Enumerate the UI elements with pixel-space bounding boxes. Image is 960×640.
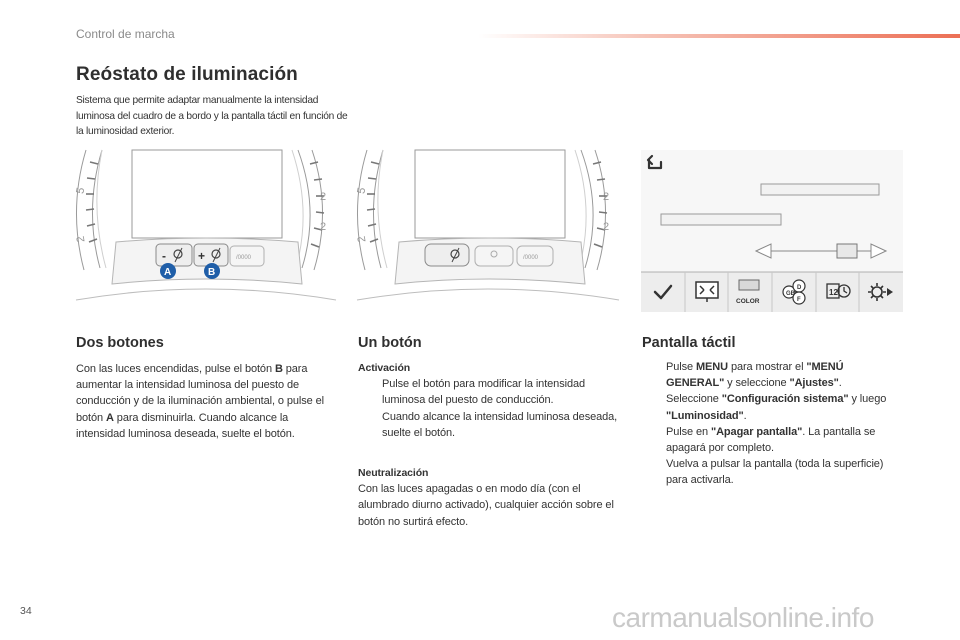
svg-text:2: 2: [320, 221, 327, 233]
button-a-ref: A: [105, 411, 114, 424]
svg-text:5: 5: [355, 186, 369, 195]
list-item: Seleccione "Configuración sistema" y luego "Luminosidad".: [666, 393, 887, 422]
activation-block: [358, 360, 620, 441]
one-button-title: Un botón: [358, 335, 422, 351]
label-b: B: [208, 267, 216, 278]
svg-text:12: 12: [829, 288, 838, 297]
svg-text:/0000: /0000: [236, 255, 252, 261]
two-buttons-title: Dos botones: [76, 335, 164, 351]
setting-bar-top: [761, 184, 879, 195]
button-b-ref: B: [274, 363, 283, 375]
label-a: A: [164, 267, 172, 278]
header-accent-bar: [478, 34, 960, 38]
list-item: Pulse en "Apagar pantalla". La pantalla se apagará por completo. Vuelva a pulsar la pantalla (toda la superficie) para activarla.: [666, 425, 884, 487]
page-title: Reóstato de iluminación: [76, 64, 298, 85]
list-item: Pulse MENU para mostrar el "MENÚ GENERAL" y seleccione "Ajustes".: [666, 361, 844, 390]
neutralization-subtitle: Neutralización: [358, 467, 429, 479]
neutralization-block: Neutralización Con las luces apagadas o en modo día (con el alumbrado diurno activado), cualquier acción sobre el botón no surtirá efecto.: [358, 465, 620, 530]
trip-reset-button-icon: [517, 246, 553, 266]
touchscreen-steps: [642, 359, 904, 489]
light-button-icon: [475, 246, 513, 266]
touchscreen-illustration: [641, 150, 903, 312]
cluster-two-buttons-illustration: [76, 150, 336, 312]
svg-text:2: 2: [603, 221, 610, 233]
svg-text:F: F: [797, 297, 801, 303]
dimmer-button-icon: [425, 244, 469, 266]
svg-text:2: 2: [603, 191, 610, 203]
setting-bar-middle: [661, 214, 781, 225]
svg-text:+: +: [198, 249, 206, 263]
intro-paragraph: Sistema que permite adaptar manualmente la intensidad luminosa del cuadro de a bordo y la pantalla táctil en función de la luminosidad exterior.: [76, 95, 348, 137]
minus-dimmer-button-icon: [156, 244, 192, 266]
svg-text:GB: GB: [786, 291, 795, 297]
cluster-one-button-illustration: [357, 150, 619, 312]
page-number: 34: [20, 605, 32, 617]
svg-text:2: 2: [74, 235, 88, 244]
activation-subtitle: Activación: [358, 362, 411, 374]
left-gauge-icon: [355, 150, 387, 270]
list-item: Cuando alcance la intensidad luminosa deseada, suelte el botón.: [382, 410, 618, 439]
svg-text:D: D: [797, 285, 802, 291]
section-header: Control de marcha: [76, 27, 175, 41]
plus-dimmer-button-icon: [194, 244, 228, 266]
touchscreen-title: Pantalla táctil: [642, 335, 736, 351]
trip-reset-button-icon: [230, 246, 264, 266]
two-buttons-text: Con las luces encendidas, pulse el botón B para aumentar la intensidad luminosa del puesto de conducción y de la iluminación ambiental, o pulse el botón A para disminuirla. Cuando alcance la intensidad luminosa deseada, suelte el botón.: [76, 363, 324, 440]
svg-text:-: -: [162, 249, 166, 263]
svg-text:COLOR: COLOR: [736, 298, 760, 305]
left-gauge-icon: [74, 150, 106, 270]
list-item: Pulse el botón para modificar la intensidad luminosa del puesto de conducción.: [382, 378, 585, 407]
watermark: carmanualsonline.info: [612, 602, 874, 633]
svg-text:/0000: /0000: [523, 255, 539, 261]
svg-text:5: 5: [74, 186, 88, 195]
svg-text:2: 2: [320, 191, 327, 203]
svg-text:2: 2: [355, 235, 369, 244]
